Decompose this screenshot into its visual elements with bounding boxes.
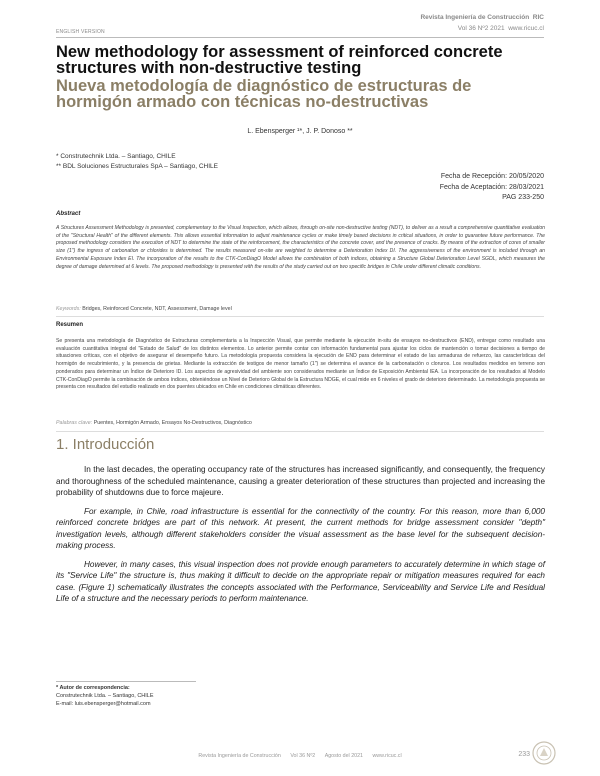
- dates: [440, 172, 544, 204]
- correspondence: [56, 684, 154, 708]
- footer-date: Agosto del 2021: [324, 753, 363, 759]
- journal-header: [420, 12, 544, 34]
- correspondence-label: * Autor de correspondencia:: [56, 685, 130, 691]
- resumen-heading: Resumen: [56, 322, 84, 328]
- divider: [56, 431, 544, 432]
- footer-volume: Vol 36 Nº2: [290, 753, 316, 759]
- keywords-text: Bridges, Reinforced Concrete, NDT, Assessment, Damage level: [82, 306, 232, 312]
- palabras-clave: [56, 420, 252, 426]
- page-number: 233: [518, 751, 530, 758]
- abstract-text: A Structures Assessment Methodology is presented, complementary to the Visual Inspection, which allows, through on-site non-destructive testing (NDT), to deliver as a result a comprehensive quantitative evaluation of the "Structural Health" of the different elements. This allows essential information to adjust maintenance cycles or make timely based decisions in critical situations, in order to guarantee future performance. The proposed methodology considers the execution of NDT to determine the state of the reinforcement, the characteristics of the concrete cover, and the presence of cracks. By means of the extraction of cores of smaller size (1") the ingress of carbonation or chlorides is determined. The results measured on-site are weighted to determine a Deterioration Index DI. The aggressiveness of the environment is included through an Environmental Exposure Index EI. The incorporation of the results to the CTK-ConDiagO Model allows the combination of both indices, obtaining a Structure Global Deterioration Level SGDL, which measures the degree of damage determined at 6 levels. The proposed methodology is presented with the results of the study carried out on two specific bridges in Chile under different climatic conditions.: [56, 225, 545, 270]
- english-version-label: ENGLISH VERSION: [56, 29, 105, 35]
- section-title: 1. Introducción: [56, 436, 155, 453]
- keywords-label: Keywords:: [56, 306, 81, 312]
- affiliation-2: ** BDL Soluciones Estructurales SpA – Santiago, CHILE: [56, 163, 218, 170]
- section-body: [56, 464, 545, 612]
- correspondence-company: Construtechnik Ltda. – Santiago, CHILE: [56, 693, 154, 699]
- journal-volume: Vol 36 Nº2 2021: [457, 25, 505, 32]
- date-accepted: Fecha de Aceptación: 28/03/2021: [439, 183, 544, 191]
- footer-journal: Revista Ingeniería de Construcción: [198, 753, 281, 759]
- title-english: New methodology for assessment of reinforced concrete structures with non-destructive testing: [56, 43, 503, 77]
- keywords: [56, 306, 232, 312]
- affiliation-1: * Construtechnik Ltda. – Santiago, CHILE: [56, 153, 176, 160]
- title-spanish: Nueva metodología de diagnóstico de estructuras de hormigón armado con técnicas no-destructivas: [56, 77, 472, 111]
- resumen-text: Se presenta una metodología de Diagnóstico de Estructuras complementaria a la Inspección Visual, que permite mediante la ejecución in-situ de ensayos no-destructivos (END), entregar como resultado una evaluación cuantitativa integral del "Estado de Salud" de los distintos elementos. Lo anterior permite contar con información fundamental para ajustar los ciclos de mantención o tomar decisiones a tiempo de situaciones críticas, con el objetivo de asegurar el desempeño futuro. La metodología propuesta considera la ejecución de END para determinar el estado de las armaduras de refuerzo, las características del hormigón de recubrimiento, y la presencia de grietas. Mediante la extracción de testigos de menor tamaño (1") se determina el avance de la carbonatación o cloruros. Los resultados medidos en terreno son ponderados para determinar un Índice de Deterioro ID. Los aspectos de agresividad del ambiente son considerados mediante un Índice de Exposición Ambiental IEA. La incorporación de los resultados al Modelo CTK-ConDiagO permite la combinación de ambos índices, obteniéndose un Nivel de Deterioro Global de la Estructura NDGE, el cual mide en 6 niveles el grado de deterioro determinado. La metodología propuesta se presenta con resultados del estudio realizado en dos puentes ubicados en Chile en condiciones climáticas diferentes.: [56, 338, 545, 391]
- journal-name: Revista Ingeniería de Construcción: [420, 14, 530, 21]
- page-range: PAG 233-250: [502, 194, 544, 201]
- footnote-divider: [56, 681, 196, 682]
- paragraph: In the last decades, the operating occupancy rate of the structures has increased significantly, and consequently, the frequency and thoroughness of the scheduled maintenance, causing a greater deterioration of these structures than projected and increasing the probability of shutdowns due to force majeure.: [56, 465, 545, 497]
- authors: L. Ebensperger ¹*, J. P. Donoso **: [247, 128, 353, 135]
- paragraph: For example, in Chile, road infrastructure is essential for the connectivity of the country. For this reason, more than 6,000 reinforced concrete bridges are part of this network. At present, the current methods for bridge assessment consider "depth" investigation levels, although different stakeholders consider the visual assessment as the base level for the subsequent decision-making process.: [56, 506, 545, 550]
- footer-url[interactable]: www.ricuc.cl: [372, 753, 402, 759]
- correspondence-email[interactable]: E-mail: luis.ebensperger@hotmail.com: [56, 701, 151, 707]
- header-divider: [56, 37, 544, 38]
- palabras-clave-label: Palabras clave:: [56, 420, 93, 426]
- divider: [56, 316, 544, 317]
- date-received: Fecha de Recepción: 20/05/2020: [440, 173, 544, 180]
- abstract-heading: Abstract: [56, 211, 81, 217]
- affiliations: [56, 152, 218, 172]
- paragraph: However, in many cases, this visual inspection does not provide enough parameters to accurately determine in which stage of its "Service Life" the structure is, thus making it difficult to decide on the appropriate repair or mitigation measures required for each case. (Figure 1) schematically illustrates the concepts associated with the Performance, Serviceability and Service Life and Residual Life of a structure and the necessary periods to perform maintenance.: [56, 559, 545, 603]
- palabras-clave-text: Puentes, Hormigón Armado, Ensayos No-Destructivos, Diagnóstico: [93, 420, 252, 426]
- journal-url[interactable]: www.ricuc.cl: [508, 25, 544, 32]
- journal-abbr: RIC: [532, 14, 544, 21]
- journal-seal-icon: [532, 741, 556, 765]
- footer: [0, 753, 600, 759]
